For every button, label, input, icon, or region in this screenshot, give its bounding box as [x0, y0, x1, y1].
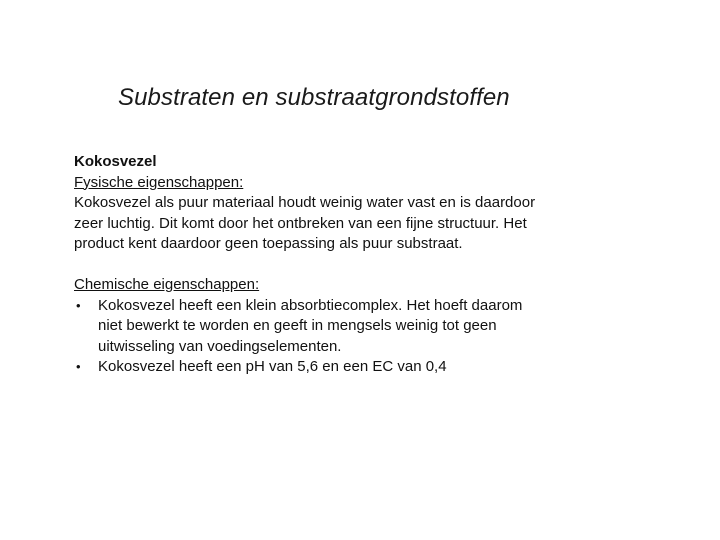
text-line: product kent daardoor geen toepassing als puur substraat. — [74, 235, 463, 252]
physical-properties-heading: Fysische eigenschappen: — [74, 173, 244, 191]
text-line: Kokosvezel als puur materiaal houdt weinig water vast en is daardoor — [74, 194, 536, 211]
bullet-icon: • — [76, 297, 81, 313]
section-heading: Kokosvezel — [74, 153, 157, 170]
text-line: uitwisseling van voedingselementen. — [98, 337, 342, 355]
list-item — [74, 357, 634, 378]
text-line: Kokosvezel heeft een pH van 5,6 en een EC van 0,4 — [98, 358, 447, 375]
text-line: niet bewerkt te worden en geeft in mengsels weinig tot geen — [98, 317, 497, 334]
bullet-icon: • — [76, 359, 81, 374]
text-line: Kokosvezel heeft een klein absorbtiecomplex. Het hoeft daarom — [98, 296, 523, 314]
spacer — [74, 255, 634, 276]
text-line: zeer luchtig. Dit komt door het ontbreken van een fijne structuur. Het — [74, 214, 527, 232]
chemical-properties-list — [74, 296, 634, 378]
chemical-properties-heading: Chemische eigenschappen: — [74, 276, 260, 293]
physical-properties-text — [74, 193, 634, 255]
slide-content — [74, 152, 634, 378]
slide-title: Substraten en substraatgrondstoffen — [118, 84, 510, 111]
list-item — [74, 296, 634, 358]
